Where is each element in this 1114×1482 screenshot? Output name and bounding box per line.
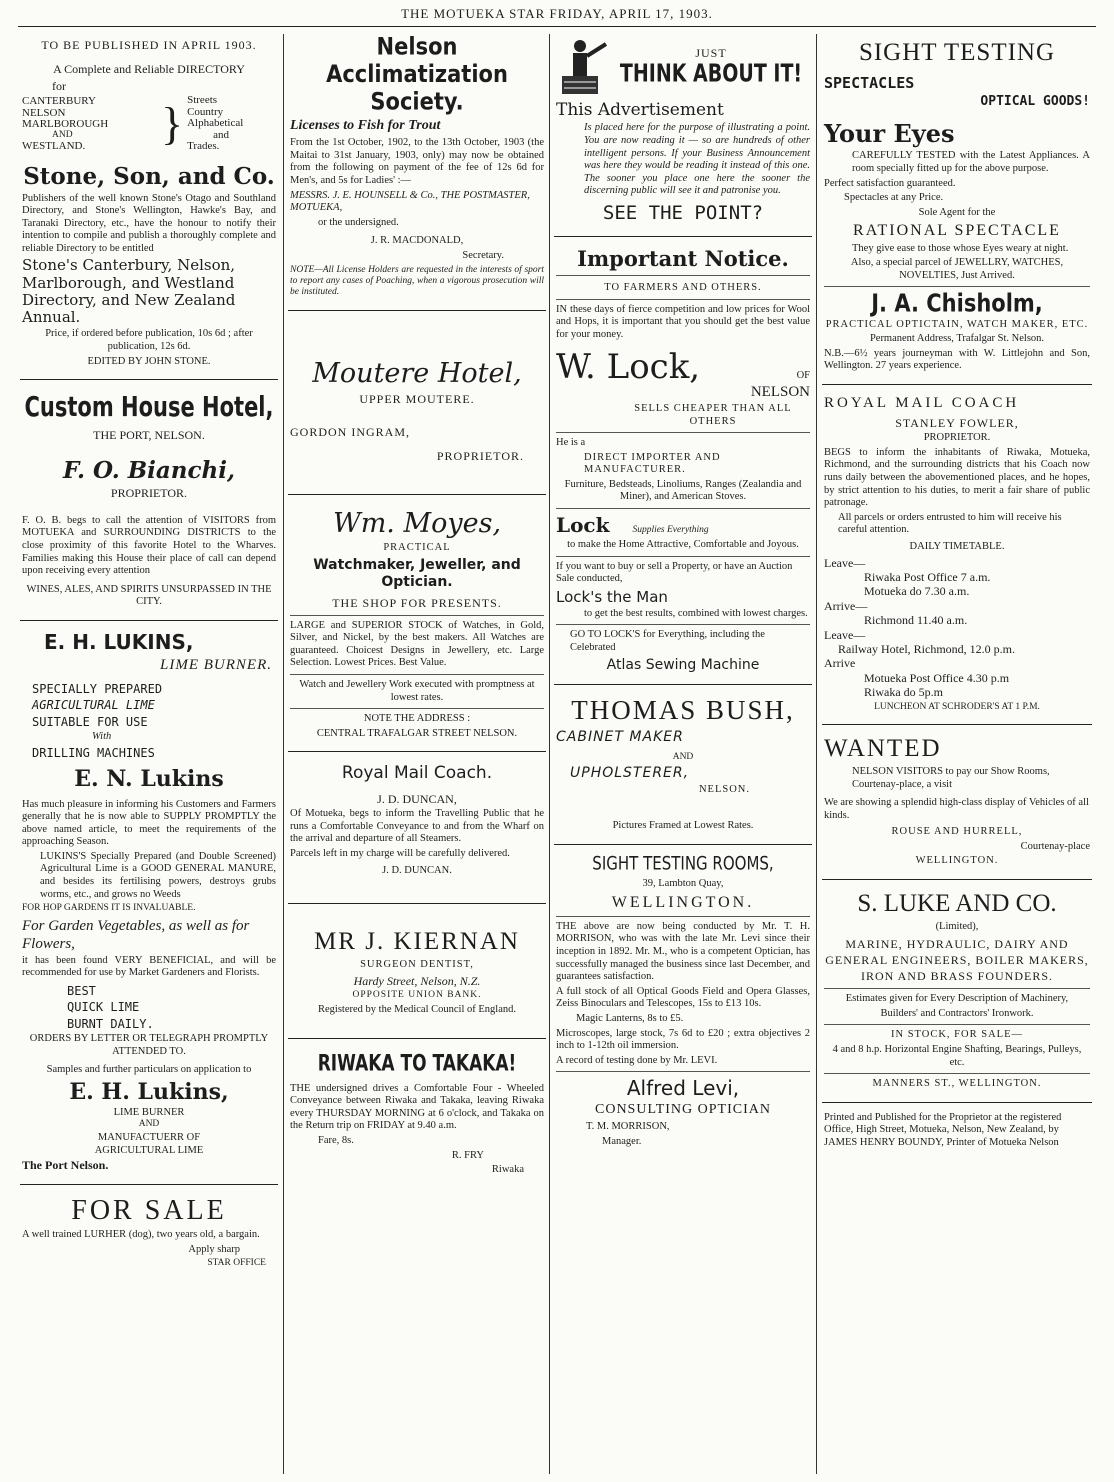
divider — [288, 751, 546, 752]
sight-optical: OPTICAL GOODS! — [980, 94, 1090, 109]
lukins-hop: FOR HOP GARDENS IT IS INVALUABLE. — [22, 903, 196, 914]
accl-agents: MESSRS. J. E. HOUNSELL & Co., THE POSTMASTER, MOTUEKA, — [290, 189, 530, 214]
lukins-heading: E. H. LUKINS, — [44, 629, 194, 654]
luke-engine: 4 and 8 h.p. Horizontal Engine Shafting, Bearings, Pulleys, etc. — [832, 1044, 1082, 1068]
custom-house-hotel-ad — [20, 385, 278, 615]
riwaka-place: Riwaka — [491, 1164, 524, 1176]
wanted-sign: ROUSE AND HURRELL, — [891, 826, 1023, 838]
kiernan-title: MR J. KIERNAN — [314, 928, 520, 956]
stone-price: Price, if ordered before publication, 10s 6d ; after publication, 12s 6d. — [45, 328, 253, 353]
directory-content: Streets — [187, 94, 218, 107]
divider — [20, 620, 278, 621]
accl-or: or the undersigned. — [318, 216, 399, 228]
kiernan-opposite: OPPOSITE UNION BANK. — [352, 990, 482, 1001]
accl-title: Nelson Acclimatization Society. — [326, 34, 508, 116]
timetable-row: Railway Hotel, Richmond, 12.0 p.m. — [838, 641, 1015, 656]
lock-property: If you want to buy or sell a Property, or have an Auction Sale conducted, — [556, 560, 793, 585]
levi-manager: T. M. MORRISON, — [586, 1121, 670, 1133]
lukins-sign-line: MANUFACTUERR OF — [97, 1132, 201, 1144]
divider — [822, 879, 1092, 880]
lock-name: W. Lock, — [556, 347, 701, 388]
divider — [290, 674, 544, 675]
wanted-title: WANTED — [824, 734, 942, 762]
lock-script: Lock — [556, 513, 610, 538]
directory-content: Alphabetical — [187, 117, 244, 130]
top-rule — [18, 26, 1096, 27]
lock-goto: GO TO LOCK'S for Everything, including the Celebrated — [570, 629, 765, 654]
lukins-best: BEST — [67, 983, 96, 998]
divider — [554, 844, 812, 845]
thomas-bush-ad — [554, 690, 812, 839]
kiernan-address: Hardy Street, Nelson, N.Z. — [353, 973, 481, 988]
lukins-signature: E. H. Lukins, — [69, 1078, 229, 1105]
luke-limited: (Limited), — [935, 921, 979, 933]
directory-content: and — [213, 128, 229, 141]
rooms-record: A record of testing done by Mr. LEVI. — [556, 1054, 718, 1066]
divider — [288, 494, 546, 495]
chisholm-address: Permanent Address, Trafalgar St. Nelson. — [869, 333, 1045, 345]
coach-title: Royal Mail Coach. — [341, 763, 493, 784]
divider — [556, 916, 810, 917]
directory-region: WESTLAND. — [22, 139, 86, 152]
moyes-note: NOTE THE ADDRESS : — [363, 713, 471, 725]
divider — [824, 988, 1090, 989]
timetable-row: Motueka do 7.30 a.m. — [864, 584, 970, 599]
moutere-hotel-ad — [288, 316, 546, 482]
lukins-samples: Samples and further particulars on application to — [46, 1064, 252, 1076]
divider — [556, 299, 810, 300]
divider — [824, 1073, 1090, 1074]
moutere-title: Moutere Hotel, — [312, 357, 522, 389]
directory-content: Country — [187, 105, 224, 118]
lukins-line: With — [92, 731, 112, 743]
chisholm-name: J. A. Chisholm, — [871, 288, 1043, 318]
lukins-sign-line: AND — [138, 1119, 160, 1130]
levi-name: Alfred Levi, — [626, 1076, 740, 1101]
bush-upholsterer: UPHOLSTERER, — [570, 765, 690, 781]
wanted-body-2: We are showing a splendid high-class display of Vehicles of all kinds. — [824, 797, 1089, 821]
fowler-body: BEGS to inform the inhabitants of Riwaka, Motueka, Richmond, and the surrounding districts that his Coach now runs daily between the abovementioned places, and he hopes, by strict attention to his duties, to merit a fair share of public patronage. — [824, 446, 1090, 509]
riwaka-takaka-ad — [288, 1044, 546, 1183]
stone-editor: EDITED BY JOHN STONE. — [87, 355, 211, 367]
masthead: THE MOTUEKA STAR FRIDAY, APRIL 17, 1903. — [401, 6, 713, 21]
brace-glyph: } — [161, 97, 184, 149]
column-2 — [288, 34, 546, 1474]
divider — [288, 903, 546, 904]
moutere-proprietor: PROPRIETOR. — [436, 448, 524, 463]
think-body: Is placed here for the purpose of illustrating a point. You are now reading it — so are hundreds of other intelligent persons. If your Business Announcement was here they would be reading it instead of this one. The sooner you place one here the sooner the discerning public will see it and patronise you. — [584, 122, 810, 197]
lock-atlas: Atlas Sewing Machine — [606, 656, 760, 673]
lukins-ad — [20, 626, 278, 1179]
luke-address: MANNERS ST., WELLINGTON. — [872, 1078, 1042, 1090]
rooms-body: THE above are now being conducted by Mr. T. H. MORRISON, who was with the late Mr. Levi since their inception in 1892. Mr. M., who is a competent Optician, has successfully managed the business since last December, and guarantees satisfaction. — [556, 920, 810, 983]
think-point: SEE THE POINT? — [602, 201, 764, 224]
moyes-shop: THE SHOP FOR PRESENTS. — [332, 596, 502, 611]
acclimatization-ad — [288, 34, 546, 305]
directory-publish-line: TO BE PUBLISHED IN APRIL 1903. — [41, 38, 257, 52]
sight-perfect: Perfect satisfaction guaranteed. — [824, 177, 956, 189]
sight-testing-ad — [822, 34, 1092, 379]
divider — [824, 1024, 1090, 1025]
luke-ad — [822, 885, 1092, 1097]
divider — [554, 684, 812, 685]
wanted-body: NELSON VISITORS to pay our Show Rooms, Courtenay-place, a visit — [852, 765, 1050, 790]
lukins-line: SUITABLE FOR USE — [32, 714, 148, 729]
divider — [822, 724, 1092, 725]
riwaka-body: THE undersigned drives a Comfortable Four - Wheeled Conveyance between Riwaka and Takaka, leaving Riwaka every THURSDAY MORNING at 6 o'clock, and Takaka on the Return trip on FRIDAY at 9.40 a.m. — [290, 1082, 544, 1132]
notice-title: Important Notice. — [577, 245, 789, 271]
column-divider — [283, 34, 284, 1474]
lukins-sign-line: AGRICULTURAL LIME — [94, 1145, 204, 1157]
divider — [824, 286, 1090, 287]
notice-body: IN these days of fierce competition and low prices for Wool and Hops, it is important that you should get the best value for your money. — [556, 303, 810, 340]
timetable-row: Riwaka Post Office 7 a.m. — [864, 570, 991, 585]
think-about-it-ad — [554, 34, 812, 231]
stone-title: Stone, Son, and Co. — [23, 162, 275, 190]
sale-apply: Apply sharp — [188, 1243, 240, 1255]
fowler-coach-ad — [822, 390, 1092, 719]
bush-pictures: Pictures Framed at Lowest Rates. — [612, 820, 754, 832]
hotel-body: F. O. B. begs to call the attention of VISITORS from MOTUEKA and SURROUNDING DISTRICTS to the close proximity of this favorite Hotel to the Wharves. Families making this House their place of call can depend upon receiving every attention — [22, 514, 276, 577]
lock-supplies: Supplies Everything — [632, 525, 709, 536]
divider — [556, 624, 810, 625]
coach-parcels: Parcels left in my charge will be carefully delivered. — [290, 848, 510, 860]
sight-rooms-ad — [554, 850, 812, 1154]
divider — [556, 556, 810, 557]
sight-parcel: Also, a special parcel of JEWELLRY, WATCHES, NOVELTIES, Just Arrived. — [850, 257, 1064, 281]
rooms-city: WELLINGTON. — [611, 893, 755, 911]
directory-headline: A Complete and Reliable DIRECTORY — [53, 62, 245, 77]
fowler-proprietor: PROPRIETOR. — [923, 432, 991, 444]
stone-subtitle: Stone's Canterbury, Nelson, Marlborough, and Westland Directory, and New Zealand Annual. — [22, 256, 236, 327]
bush-and: AND — [672, 751, 694, 762]
kiernan-registered: Registered by the Medical Council of England. — [318, 1003, 516, 1015]
lock-results: to get the best results, combined with lowest charges. — [584, 607, 808, 619]
lock-notice-ad — [554, 242, 812, 680]
luke-stock: IN STOCK, FOR SALE— — [891, 1029, 1023, 1041]
bush-nelson: NELSON. — [698, 783, 750, 795]
lukins-body-2: LUKINS'S Specially Prepared (and Double Screened) Agricultural Lime is a GOOD GENERAL MANURE, and besides its fertilising powers, destroys grubs worms, etc., and grows no Weeds — [40, 850, 276, 900]
moyes-title: Wm. Moyes, — [332, 507, 502, 539]
think-title: THINK ABOUT IT! — [619, 59, 803, 88]
lukins-line: SPECIALLY PREPARED — [32, 681, 163, 696]
sight-ease: They give ease to those whose Eyes weary at night. — [852, 242, 1069, 254]
riwaka-title: RIWAKA TO TAKAKA! — [317, 1051, 517, 1078]
lukins-best: QUICK LIME — [67, 1000, 140, 1015]
sight-title: SIGHT TESTING — [858, 39, 1056, 66]
directory-ad — [20, 34, 278, 374]
accl-secretary: Secretary. — [462, 249, 504, 261]
directory-region: MARLBOROUGH — [22, 118, 109, 131]
lock-man: Lock's the Man — [556, 587, 668, 606]
orator-icon — [556, 36, 612, 96]
divider — [20, 1184, 278, 1185]
divider — [822, 384, 1092, 385]
rooms-microscopes: Microscopes, large stock, 7s 6d to £20 ; extra objectives 2 inch to 1-12th oil immersion. — [556, 1027, 810, 1052]
hotel-title: Custom House Hotel, — [24, 391, 274, 423]
for-sale-ad — [20, 1190, 278, 1276]
fowler-title: ROYAL MAIL COACH — [824, 394, 1020, 411]
column-divider — [549, 34, 550, 1474]
column-1 — [20, 34, 278, 1474]
rooms-lanterns: Magic Lanterns, 8s to £5. — [576, 1012, 684, 1024]
timetable-row: Riwaka do 5p.m — [864, 685, 943, 700]
chisholm-nb: N.B.—6½ years journeyman with W. Littlejohn and Son, Wellington. 27 years experience. — [824, 347, 1090, 372]
directory-content: Trades. — [187, 140, 220, 153]
rooms-title: SIGHT TESTING ROOMS, — [592, 851, 774, 875]
divider — [556, 1071, 810, 1072]
kiernan-trade: SURGEON DENTIST, — [360, 959, 474, 971]
sight-price: Spectacles at any Price. — [844, 192, 944, 204]
moutere-place: UPPER MOUTERE. — [359, 392, 475, 407]
moyes-ad — [288, 500, 546, 747]
lock-nelson: NELSON — [750, 383, 810, 400]
hotel-owner: F. O. Bianchi, — [62, 456, 235, 484]
divider — [290, 708, 544, 709]
bush-trade: CABINET MAKER — [556, 728, 684, 745]
lukins-port: The Port Nelson. — [22, 1158, 109, 1173]
sale-office: STAR OFFICE — [207, 1258, 266, 1269]
divider — [822, 1102, 1092, 1103]
wanted-sign-2: Courtenay-place — [1020, 840, 1090, 852]
divider — [288, 1038, 546, 1039]
timetable-row: Richmond 11.40 a.m. — [864, 613, 968, 628]
luke-builders: Builders' and Contractors' Ironwork. — [880, 1007, 1034, 1019]
imprint-text: Printed and Published for the Proprietor at the registered Office, High Street, Motueka, Nelson, New Zealand, by JAMES HENRY BOUNDY, Printer of Motueka Nelson — [824, 1111, 1062, 1148]
sight-rational: RATIONAL SPECTACLE — [853, 222, 1061, 240]
wanted-city: WELLINGTON. — [915, 855, 999, 867]
column-3 — [554, 34, 812, 1474]
moyes-address: CENTRAL TRAFALGAR STREET NELSON. — [316, 727, 518, 739]
sale-body: A well trained LURHER (dog), two years old, a bargain. — [22, 1229, 260, 1241]
timetable-row: Leave— — [824, 627, 866, 642]
hotel-place: THE PORT, NELSON. — [93, 428, 205, 443]
lock-he: He is a — [556, 437, 586, 449]
think-just: JUST — [695, 46, 727, 61]
wanted-ad — [822, 730, 1092, 874]
column-4 — [822, 34, 1092, 1474]
moyes-work: Watch and Jewellery Work executed with promptness at lowest rates. — [299, 679, 535, 703]
lukins-orders: ORDERS BY LETTER OR TELEGRAPH PROMPTLY ATTENDED TO. — [29, 1033, 269, 1057]
timetable-row: Arrive — [824, 656, 856, 671]
sight-spectacles: SPECTACLES — [824, 74, 915, 92]
lukins-garden-2: it has been found VERY BENEFICIAL, and will be recommended for use by Market Gardeners and Florists. — [22, 954, 276, 979]
timetable-row: Arrive— — [824, 598, 868, 613]
divider — [20, 379, 278, 380]
luke-title: S. LUKE AND CO. — [857, 890, 1057, 918]
coach-sign: J. D. DUNCAN. — [382, 864, 452, 876]
imprint — [822, 1108, 1092, 1156]
levi-trade: CONSULTING OPTICIAN — [595, 1102, 771, 1118]
accl-body: From the 1st October, 1902, to the 13th October, 1903 (the Maitai to 31st January, 1903, only) may now be obtained from the following on payment of the fee of 12s 6d for Men's, and 5s for Ladies' :— — [290, 137, 544, 186]
divider — [556, 432, 810, 433]
lock-goods: Furniture, Bedsteads, Linoliums, Ranges (Zealandia and Miner), and American Stoves. — [564, 478, 802, 503]
divider — [288, 310, 546, 311]
fowler-name: STANLEY FOWLER, — [895, 415, 1019, 430]
sale-title: FOR SALE — [71, 1194, 227, 1226]
luke-trade: MARINE, HYDRAULIC, DAIRY AND GENERAL ENGINEERS, BOILER MAKERS, IRON AND BRASS FOUNDERS. — [825, 936, 1089, 984]
divider — [556, 508, 810, 509]
moyes-body: LARGE and SUPERIOR STOCK of Watches, in Gold, Silver, and Nickel, by the best makers. All Watches are guaranteed. Choicest Designs in Jewellery, etc. Large Selection. Lowest Prices. Best Value. — [290, 619, 544, 669]
stone-body: Publishers of the well known Stone's Otago and Southland Directory, and Stone's Wellington, Hawke's Bay, and Taranaki Directory, etc., have the honour to notify their intention to compile and publish a thoroughly complete and reliable Directory to be entitled — [22, 192, 276, 254]
timetable-row: Leave— — [824, 555, 866, 570]
lukins-sign-line: LIME BURNER — [113, 1107, 185, 1119]
coach-name: J. D. DUNCAN, — [377, 791, 457, 806]
lukins-garden: For Garden Vegetables, as well as for Flowers, — [22, 917, 250, 952]
moyes-practical: PRACTICAL — [383, 542, 451, 554]
lukins-line: DRILLING MACHINES — [32, 745, 155, 760]
lukins-body: Has much pleasure in informing his Customers and Farmers generally that he is now able to SUPPLY PROMPTLY the above named article, to meet the requirements of the approaching Season. — [22, 798, 276, 848]
sight-agent: Sole Agent for the — [918, 206, 996, 218]
lukins-best: BURNT DAILY. — [67, 1016, 154, 1031]
lock-importer: DIRECT IMPORTER AND MANUFACTURER. — [584, 451, 721, 476]
lock-of: OF — [796, 370, 810, 382]
column-divider — [816, 34, 817, 1474]
fowler-timetable-list — [824, 556, 1090, 700]
lukins-name: E. N. Lukins — [74, 766, 224, 793]
fowler-lunch: LUNCHEON AT SCHRODER'S AT 1 P.M. — [874, 701, 1040, 712]
directory-brace-block — [22, 95, 276, 153]
duncan-coach-ad — [288, 757, 546, 883]
lukins-trade: LIME BURNER. — [160, 656, 272, 673]
hotel-proprietor: PROPRIETOR. — [110, 486, 188, 501]
lock-home: to make the Home Attractive, Comfortable and Joyous. — [567, 539, 799, 551]
kiernan-ad — [288, 909, 546, 1022]
accl-note: NOTE—All License Holders are requested in the interests of sport to report any cases of Poaching, when a vigorous prosecution will be instituted. — [290, 264, 544, 298]
riwaka-fare: Fare, 8s. — [318, 1134, 354, 1146]
directory-for: for — [52, 78, 66, 93]
accl-subtitle: Licenses to Fish for Trout — [290, 118, 441, 134]
directory-region: AND — [52, 129, 73, 140]
levi-manager-title: Manager. — [602, 1135, 642, 1147]
accl-sign: J. R. MACDONALD, — [370, 235, 464, 247]
sight-body: CAREFULLY TESTED with the Latest Appliances. A room specially fitted up for the above purpose. — [852, 150, 1090, 174]
divider — [290, 615, 544, 616]
divider — [556, 275, 810, 276]
hotel-wines: WINES, ALES, AND SPIRITS UNSURPASSED IN THE CITY. — [26, 583, 272, 608]
bush-title: THOMAS BUSH, — [571, 695, 795, 726]
chisholm-trade: PRACTICAL OPTICTAIN, WATCH MAKER, ETC. — [825, 318, 1089, 330]
directory-region: CANTERBURY — [22, 94, 96, 107]
sight-eyes: Your Eyes — [824, 118, 955, 148]
directory-region: NELSON — [22, 106, 66, 119]
rooms-stock: A full stock of all Optical Goods Field and Opera Glasses, Zeiss Binoculars and Telescopes, 15s to £13 10s. — [556, 985, 810, 1010]
divider — [554, 236, 812, 237]
think-subtitle: This Advertisement — [556, 100, 724, 120]
lock-cheaper: SELLS CHEAPER THAN ALL OTHERS — [634, 402, 792, 427]
fowler-parcels: All parcels or orders entrusted to him will receive his careful attention. — [838, 511, 1062, 536]
notice-to: TO FARMERS AND OTHERS. — [604, 281, 762, 293]
rooms-address: 39, Lambton Quay, — [642, 877, 724, 889]
riwaka-sign: R. FRY — [451, 1149, 484, 1161]
lukins-line: AGRICULTURAL LIME — [32, 698, 155, 713]
moutere-owner: GORDON INGRAM, — [290, 424, 411, 439]
fowler-timetable: DAILY TIMETABLE. — [909, 541, 1005, 553]
luke-estimates: Estimates given for Every Description of Machinery, — [845, 993, 1069, 1005]
timetable-row: Motueka Post Office 4.30 p.m — [864, 670, 1010, 685]
coach-body: Of Motueka, begs to inform the Travelling Public that he runs a Comfortable Conveyance to and from the Wharf on the arrival and departure of all Steamers. — [290, 808, 544, 845]
moyes-trade: Watchmaker, Jeweller, and Optician. — [313, 556, 521, 590]
